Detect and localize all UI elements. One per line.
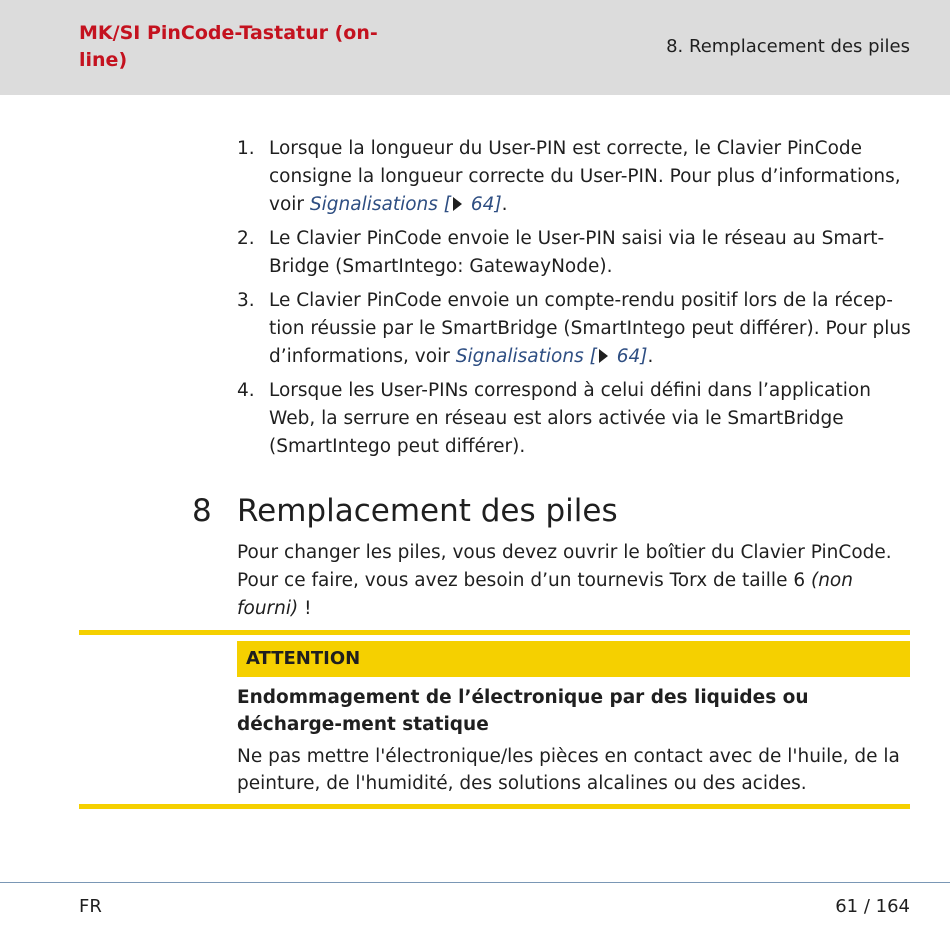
warning-bottom-rule (79, 804, 910, 809)
step-text: Le Clavier PinCode envoie le User-PIN saisi via le réseau au Smart-Bridge (SmartIntego: GatewayNode). (269, 228, 885, 277)
warning-label: ATTENTION (246, 648, 361, 669)
document-title: MK/SI PinCode-Tastatur (on-line) (79, 22, 378, 71)
page-arrow-icon (599, 349, 608, 363)
page-number: 61 / 164 (835, 896, 910, 917)
chapter-reference: 8. Remplacement des piles (666, 36, 910, 57)
warning-label-bar (237, 641, 910, 677)
warning-text: Ne pas mettre l'électronique/les pièces en contact avec de l'huile, de la peinture, de l'humidité, des solutions alcalines ou des acides. (237, 746, 900, 794)
step-number: 1. (237, 138, 255, 159)
step-number: 2. (237, 228, 255, 249)
step-number: 3. (237, 290, 255, 311)
list-item (237, 225, 917, 281)
section-number: 8 (192, 493, 212, 529)
list-item (237, 377, 917, 461)
signalisations-link[interactable]: Signalisations [ 64] (309, 194, 502, 215)
footer-divider (0, 882, 950, 883)
page-header (0, 0, 950, 95)
warning-top-rule (79, 630, 910, 635)
warning-heading: Endommagement de l’électronique par des liquides ou décharge-ment statique (237, 687, 809, 735)
section-intro: Pour changer les piles, vous devez ouvrir le boîtier du Clavier PinCode. Pour ce faire, vous avez besoin d’un tournevis Torx de taille 6 (non fourni) ! (237, 542, 892, 619)
signalisations-link[interactable]: Signalisations [ 64] (455, 346, 648, 367)
footer-language: FR (79, 896, 102, 917)
step-text: Le Clavier PinCode envoie un compte-rendu positif lors de la récep-tion réussie par le SmartBridge (SmartIntego peut différer). Pour plus d’informations, voir (269, 290, 911, 367)
list-item: 1. Lorsque la longueur du User-PIN est correcte, le Clavier PinCode consigne la longueur correcte du User-PIN. Pour plus d’informations, voir Signalisations [ 64]. (237, 135, 917, 219)
page-arrow-icon (453, 197, 462, 211)
section-title: Remplacement des piles (237, 493, 618, 529)
step-number: 4. (237, 380, 255, 401)
step-text: Lorsque les User-PINs correspond à celui défini dans l’application Web, la serrure en réseau est alors activée via le SmartBridge (SmartIntego peut différer). (269, 380, 871, 457)
list-item: 3. Le Clavier PinCode envoie un compte-rendu positif lors de la récep-tion réussie par le SmartBridge (SmartIntego peut différer). Pour plus d’informations, voir Signalisations [ 64]. (237, 287, 917, 371)
step-text: Lorsque la longueur du User-PIN est correcte, le Clavier PinCode consigne la longueur correcte du User-PIN. Pour plus d’informations, voir (269, 138, 901, 215)
step-list (237, 135, 917, 467)
